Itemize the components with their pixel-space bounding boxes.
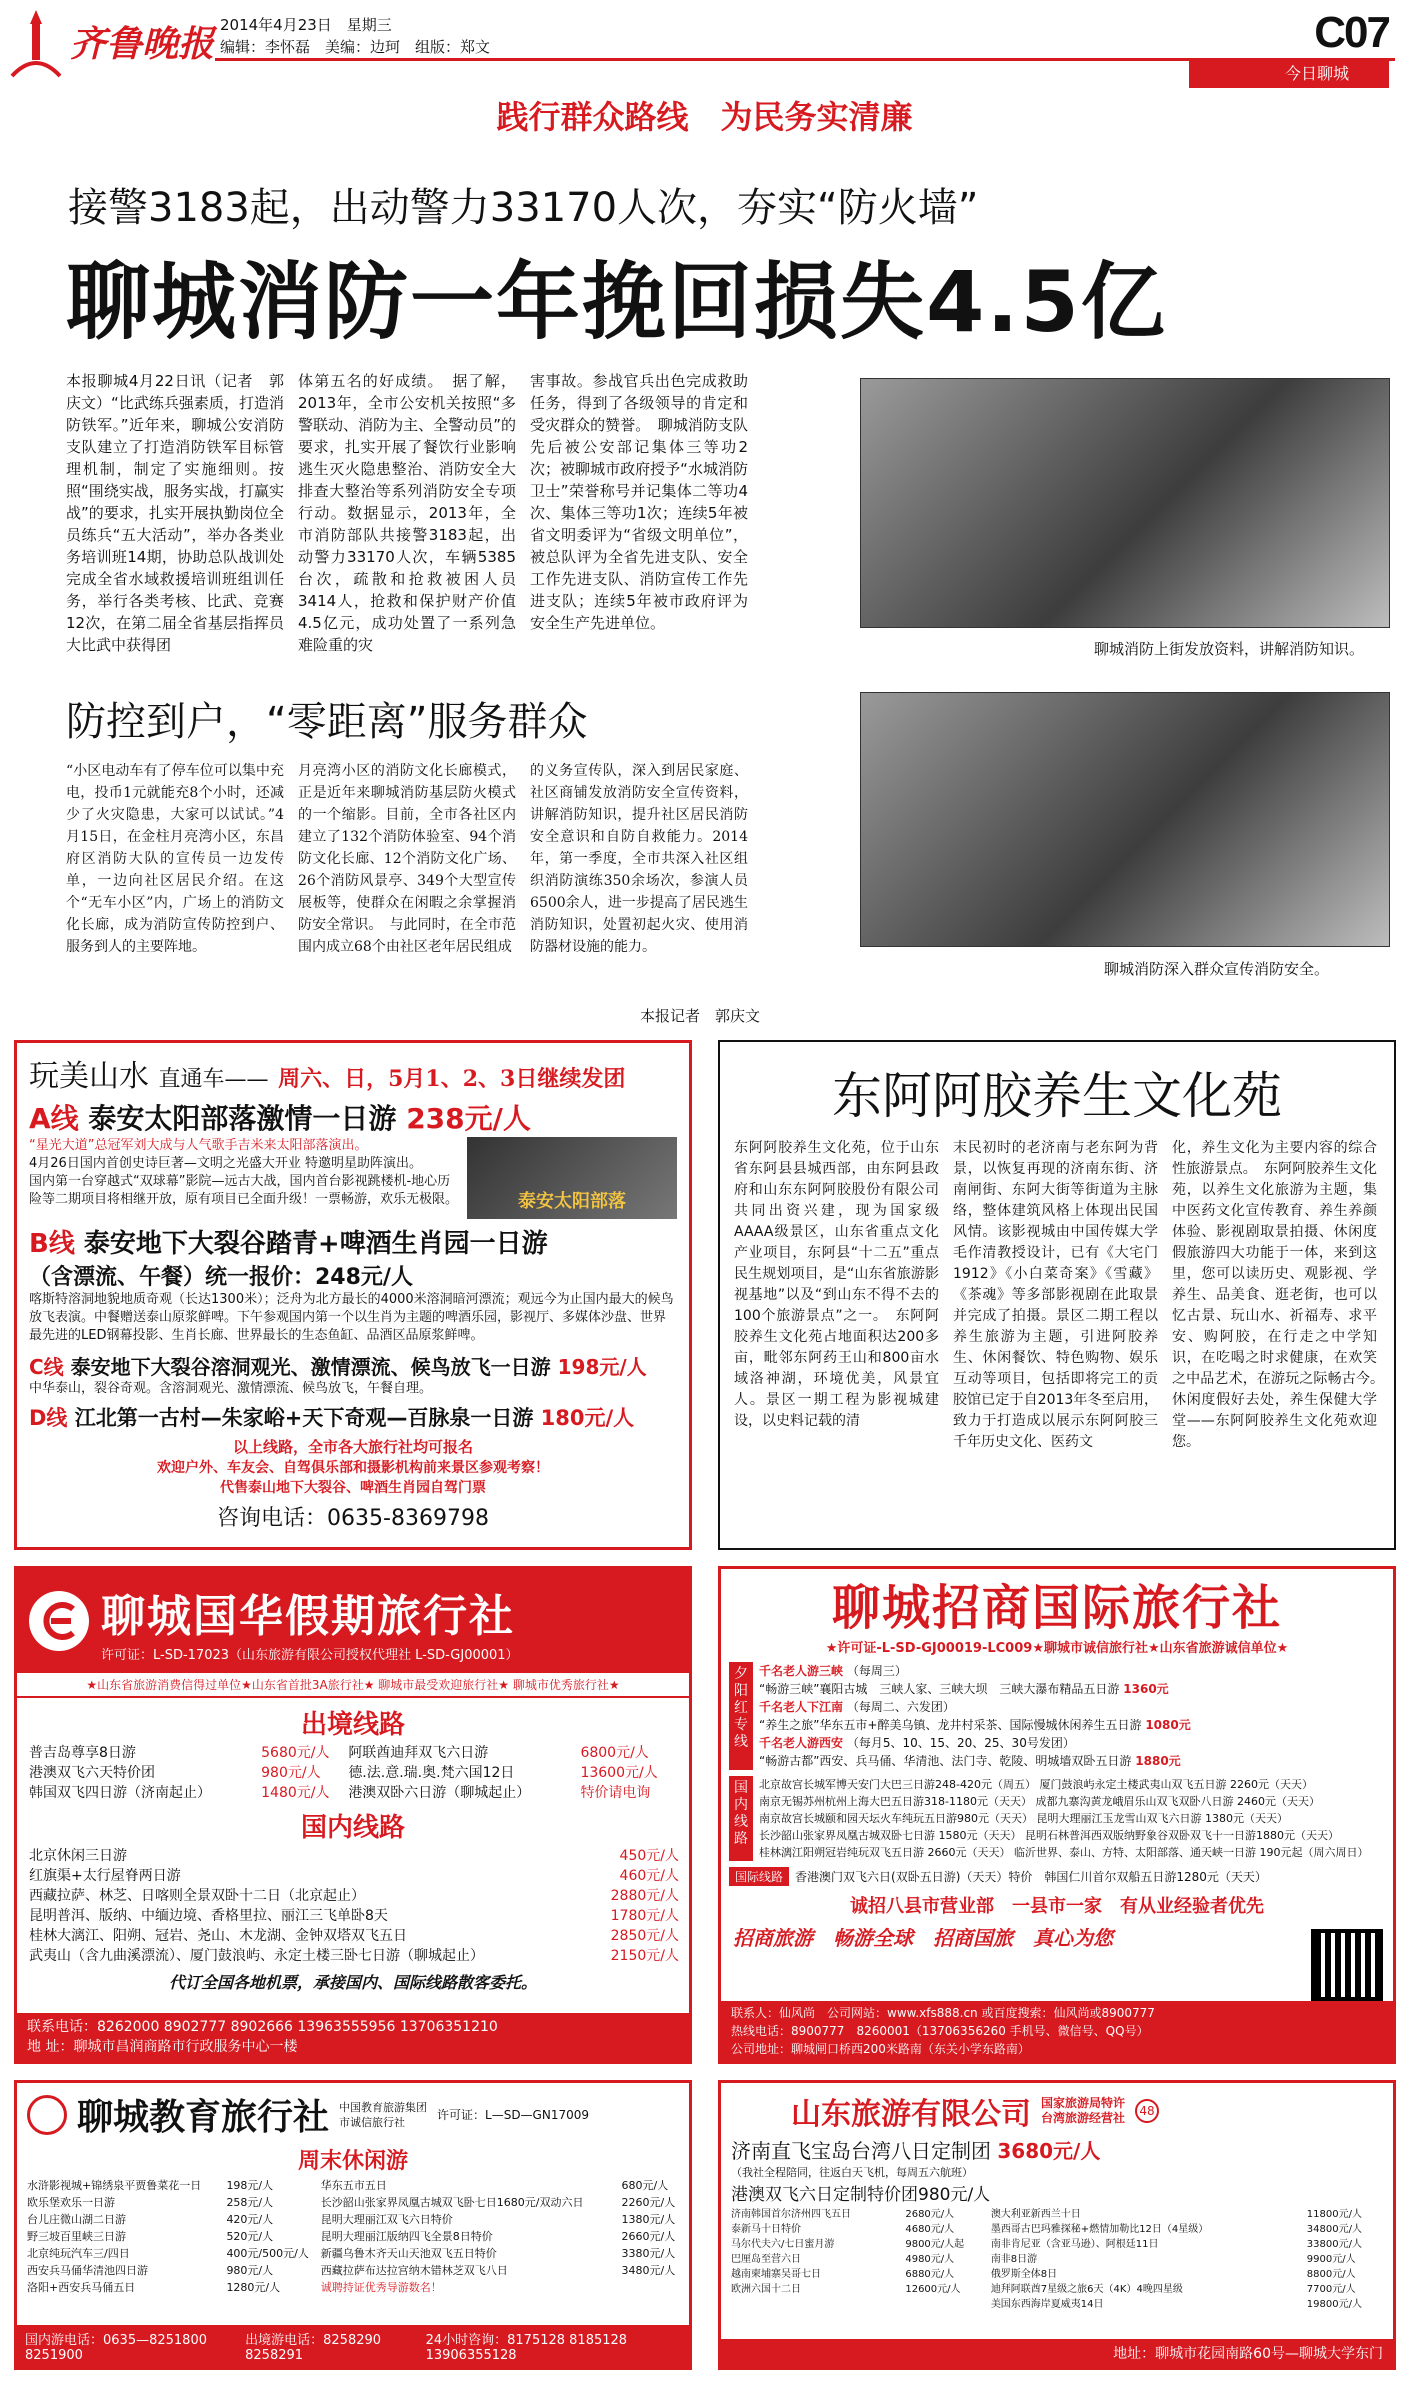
table-row xyxy=(731,2282,1387,2297)
story2-byline: 本报记者 郭庆文 xyxy=(640,1007,761,1025)
list-item xyxy=(759,1698,1385,1716)
jiaoyu-title: 周末休闲游 xyxy=(297,2149,408,2174)
route-price: 1360元 xyxy=(1123,1682,1169,1696)
route-price: 5680元/人 xyxy=(261,1745,330,1761)
lineD-label: D线 xyxy=(29,1406,68,1430)
lineA-label: A线 xyxy=(29,1102,79,1135)
lineA-photo-text: 泰安太阳部落 xyxy=(518,1191,626,1212)
table-row xyxy=(27,2279,683,2296)
jiaoyu-name: 聊城教育旅行社 xyxy=(77,2097,330,2138)
ad-shandong xyxy=(718,2080,1396,2370)
route-price: 258元/人 xyxy=(226,2196,274,2209)
guohua-domestic-table xyxy=(29,1846,679,1966)
shanshui-phone-line xyxy=(29,1501,677,1532)
route-name: 美国东西海岸夏威夷14日 xyxy=(990,2299,1104,2310)
route-name: 韩国双飞四日游（济南起止） xyxy=(29,1785,211,1801)
route-price: （每周二、六发团） xyxy=(846,1700,955,1714)
shandong-table xyxy=(731,2207,1387,2312)
list-item xyxy=(759,1776,1385,1793)
jiaoyu-logo-icon xyxy=(27,2095,67,2135)
route-price: 1380元/人 xyxy=(621,2213,676,2226)
route-name: 澳大利亚新西兰十日 xyxy=(990,2209,1081,2220)
jiaoyu-hotline: 24小时咨询：8175128 8185128 13906355128 xyxy=(425,2333,628,2363)
route-cell: 2460元（天天） xyxy=(1236,1795,1320,1808)
route-name: 南非8日游 xyxy=(990,2254,1038,2265)
list-item xyxy=(759,1716,1385,1734)
story1-column-3: 害事故。参战官兵出色完成救助任务，得到了各级领导的肯定和受灾群众的赞誉。 聊城消防支队先后被公安部记集体三等功2次；被聊城市政府授予“水城消防卫士”荣誉称号并记集体二等功4次、集体三等功1次；连续5年被省文明委评为“省级文明单位”，被总队评为全省先进支队、安全工作先进支队、消防宣传工作先进支队；连续5年被市政府评为安全生产先进单位。 xyxy=(530,372,748,632)
table-row xyxy=(27,2211,683,2228)
story1-photo xyxy=(860,378,1390,628)
table-row xyxy=(731,2222,1387,2237)
route-name: 新疆乌鲁木齐天山天池双飞五日特价 xyxy=(320,2247,497,2260)
editors: 编辑：李怀磊 美编：边珂 组版：郑文 xyxy=(220,38,491,56)
jiaoyu-footer xyxy=(17,2325,689,2367)
guohua-slogan: 代订全国各地机票，承接国内、国际线路散客委托。 xyxy=(168,1973,537,1992)
route-cell: 长沙韶山张家界凤凰古城双卧七日游 xyxy=(759,1829,935,1842)
lineC-desc: 中华泰山，裂谷奇观。含溶洞观光、激情漂流、候鸟放飞，午餐自理。 xyxy=(29,1381,433,1396)
ejiao-title: 东阿阿胶养生文化苑 xyxy=(832,1067,1282,1125)
route-name: 北京休闲三日游 xyxy=(29,1848,127,1864)
table-row xyxy=(29,1926,679,1946)
table-row xyxy=(29,1946,679,1966)
jiaoyu-groups xyxy=(339,2100,427,2130)
shandong-badge-2: 台湾旅游经营社 xyxy=(1041,2111,1126,2125)
route-cell: 桂林漓江阳朔冠岩纯玩双飞五日游 xyxy=(759,1846,924,1859)
table-row xyxy=(29,1886,679,1906)
ad-jiaoyu xyxy=(14,2080,692,2370)
zhaoshang-address: 公司地址：聊城闸口桥西200米路南（东关小学东路南） xyxy=(731,2042,1030,2056)
route-name: 北京纯玩汽车三/四日 xyxy=(27,2247,130,2260)
zhaoshang-sunset-label: 夕阳红专线 xyxy=(729,1662,753,1770)
lineB-desc: 喀斯特溶洞地貌地质奇观（长达1300米）；泛舟为北方最长的4000米溶洞暗河漂流；观远今为止国内最大的候鸟放飞表演。中餐赠送泰山原浆鲜啤。下午参观国内第一个以生肖为主题的啤酒乐园，影视厅、多媒体沙盘、世界最先进的LED钢幕投影、生肖长廊、世界最长的生态鱼缸、品酒区品原浆鲜啤。 xyxy=(29,1292,674,1343)
issue-date: 2014年4月23日 星期三 xyxy=(220,16,392,34)
list-item xyxy=(759,1734,1385,1752)
route-price: 6880元/人 xyxy=(905,2269,955,2280)
route-name: 欧洲六国十二日 xyxy=(731,2284,801,2295)
route-name: 迪拜阿联酋7星级之旅6天（4K）4晚四星级 xyxy=(990,2284,1183,2295)
route-name: 华东五市五日 xyxy=(320,2179,387,2192)
route-name: 马尔代夫六/七日蜜月游 xyxy=(731,2239,835,2250)
newspaper-logo: 齐鲁晚报 xyxy=(70,23,215,65)
jiaoyu-group-1: 中国教育旅游集团 xyxy=(339,2100,428,2114)
table-row xyxy=(731,2237,1387,2252)
route-name: 台儿庄微山湖二日游 xyxy=(27,2213,126,2226)
list-item xyxy=(759,1793,1385,1810)
table-row xyxy=(27,2228,683,2245)
route-price: 520元/人 xyxy=(226,2230,274,2243)
lineB-name: 泰安地下大裂谷踏青+啤酒生肖园一日游 xyxy=(83,1229,548,1259)
guohua-outbound-table xyxy=(29,1743,679,1803)
route-price: 33800元/人 xyxy=(1306,2239,1362,2250)
shanshui-note-1: 以上线路，全市各大旅行社均可报名 xyxy=(232,1438,473,1456)
shandong-name: 山东旅游有限公司 xyxy=(791,2097,1031,2132)
route-price: 9800元/人起 xyxy=(905,2239,965,2250)
route-price: 198元/人 xyxy=(226,2179,274,2192)
table-row xyxy=(29,1866,679,1886)
route-price: 1780元/人 xyxy=(610,1908,679,1924)
route-price: 450元/人 xyxy=(619,1848,679,1864)
guohua-name: 聊城国华假期旅行社 xyxy=(101,1590,515,1642)
route-name: 港澳双卧六日游（聊城起止） xyxy=(348,1785,531,1801)
lineB-label: B线 xyxy=(29,1229,75,1259)
story1-column-2: 体第五名的好成绩。 据了解，2013年，全市公安机关按照“多警联动、消防为主、全警动员”的要求，扎实开展了餐饮行业影响逃生灭火隐患整治、消防安全大排查大整治等系列消防安全专项行动。数据显示，2013年，全市消防部队共接警3183起，出动警力33170人次，车辆5385台次，疏散和抢救被困人员3414人，抢救和保护财产价值4.5亿元，成功处置了一系列急难险重的灾 xyxy=(298,372,516,654)
table-row xyxy=(29,1743,679,1763)
route-name: 墨西哥古巴玛雅探秘+燃情加勒比12日（4星级） xyxy=(990,2224,1209,2235)
ejiao-column-1: 东阿阿胶养生文化苑，位于山东省东阿县县城西部，由东阿县政府和山东东阿阿胶股份有限公司共同出资兴建，现为国家级AAAA级景区，山东省重点文化产业项目，东阿县“十二五”重点民生规划项目，是“山东省旅游影视基地”以及“到山东不得不去的100个旅游景点”之一。 东阿阿胶养生文化苑占地面积达200多亩，毗邻东阿药王山和800亩水域洛神湖，环境优美，风景宜人。景区一期工程为影视城建设，以史料记载的清 xyxy=(734,1140,939,1429)
route-name: 长沙韶山张家界凤凰古城双飞卧七日1680元/双动六日 xyxy=(320,2196,584,2209)
route-price xyxy=(622,2279,684,2296)
route-name: 港澳双飞六天特价团 xyxy=(29,1765,155,1781)
story2-column-1: “小区电动车有了停车位可以集中充电，投币1元就能充8个小时，还减少了火灾隐患，大家可以试试。”4月15日，在金柱月亮湾小区，东昌府区消防大队的宣传员一边发传单，一边向社区居民介绍。在这个“无车小区”内，广场上的消防文化长廊，成为消防宣传防控到户、服务到人的主要阵地。 xyxy=(66,763,284,955)
shanshui-title2: 直通车—— xyxy=(158,1067,269,1092)
route-cell: 临沂世界、泰山、方特、太阳部落、通天峡一日游 190元起（周六周日） xyxy=(1014,1846,1369,1859)
table-row xyxy=(27,2194,683,2211)
zhaoshang-hotline: 热线电话：8900777 8260001（13706356260 手机号、微信号、QQ号） xyxy=(731,2024,1149,2038)
list-item xyxy=(759,1827,1385,1844)
jiaoyu-domestic-phone: 国内游电话：0635—8251800 8251900 xyxy=(25,2333,207,2363)
route-price xyxy=(905,2297,990,2312)
route-price: 1080元 xyxy=(1145,1718,1191,1732)
zhaoshang-intl: 香港澳门双飞六日(双卧五日游)（天天）特价 韩国仁川首尔双船五日游1280元（天天） xyxy=(795,1870,1267,1884)
route-name: 西安兵马俑华清池四日游 xyxy=(27,2264,148,2277)
page-number: C07 xyxy=(1314,8,1389,57)
route-name: 诚聘持证优秀导游数名！ xyxy=(320,2281,442,2294)
route-price: 420元/人 xyxy=(226,2213,274,2226)
shandong-badges xyxy=(1041,2096,1125,2126)
route-name: 泰新马十日特价 xyxy=(731,2224,801,2235)
route-price: 7700元/人 xyxy=(1306,2284,1356,2295)
route-price: 2660元/人 xyxy=(621,2230,676,2243)
jiaoyu-group-2: 市诚信旅行社 xyxy=(339,2115,406,2129)
story1-photo-caption: 聊城消防上街发放资料，讲解消防知识。 xyxy=(1094,640,1365,658)
campaign-slogan: 践行群众路线 为民务实清廉 xyxy=(496,98,913,136)
table-row xyxy=(731,2252,1387,2267)
route-name xyxy=(731,2297,905,2312)
guohua-domestic-title: 国内线路 xyxy=(300,1813,405,1843)
route-price: 4980元/人 xyxy=(905,2254,955,2265)
route-cell: 2660元（天天） xyxy=(927,1846,1011,1859)
route-name: 西藏拉萨布达拉宫纳木错林芝双飞八日 xyxy=(320,2264,508,2277)
guohua-outbound-title: 出境线路 xyxy=(300,1710,405,1740)
route-price: （每周三） xyxy=(846,1664,907,1678)
route-name: 桂林大漓江、阳朔、冠岩、尧山、木龙湖、金钟双塔双飞五日 xyxy=(29,1928,407,1944)
route-name: 千名老人游西安 xyxy=(759,1736,844,1750)
route-price: 13600元/人 xyxy=(580,1765,658,1781)
jiaoyu-license: 许可证：L—SD—GN17009 xyxy=(437,2108,590,2122)
route-cell: 2260元（天天） xyxy=(1229,1778,1313,1791)
route-cell: 昆明石林普洱西双版纳野象谷双卧双飞十一日游1880元（天天） xyxy=(1025,1829,1339,1842)
route-price: 460元/人 xyxy=(619,1868,679,1884)
list-item xyxy=(759,1752,1385,1770)
zhaoshang-recruit: 诚招八县市营业部 一县市一家 有从业经验者优先 xyxy=(850,1896,1264,1917)
lineA-desc-2: 4月26日国内首创史诗巨著—文明之光盛大开业 特邀明星助阵演出。 xyxy=(29,1156,422,1171)
route-name: 昆明大理丽江双飞六日特价 xyxy=(320,2213,453,2226)
route-price: 1880元 xyxy=(1135,1754,1181,1768)
guohua-honors: ★山东省旅游消费信得过单位★山东省首批3A旅行社★ 聊城市最受欢迎旅行社★ 聊城市优秀旅行社★ xyxy=(17,1673,689,1698)
route-cell: 南京无锡苏州杭州上海大巴五日游318-1180元（天天） xyxy=(759,1795,1032,1808)
story1-column-1: 本报聊城4月22日讯（记者 郭庆文）“比武练兵强素质，打造消防铁军。”近年来，聊城公安消防支队建立了打造消防铁军目标管理机制，制定了实施细则。按照“围绕实战，服务实战，打赢实战”的要求，扎实开展执勤岗位全员练兵“五大活动”，举办各类业务培训班14期，协助总队战训处完成全省水域救援培训班组训任务，举行各类考核、比武、竞赛12次，在第二届全省基层指挥员大比武中获得团 xyxy=(66,372,284,654)
table-row xyxy=(27,2177,683,2194)
route-price: 9900元/人 xyxy=(1306,2254,1356,2265)
shanshui-phone: 0635-8369798 xyxy=(327,1506,489,1531)
zhaoshang-domestic-label: 国内线路 xyxy=(729,1776,753,1861)
route-name: 西藏拉萨、林芝、日喀则全景双卧十二日（北京起止） xyxy=(29,1888,365,1904)
table-row xyxy=(731,2267,1387,2282)
zhaoshang-sunset-list xyxy=(759,1662,1385,1770)
lineA-desc-3: 国内第一台穿越式“双球幕”影院—远古大战，国内首台影视跳楼机-地心历险等二期项目将相继开放，原有项目已全面升级！一票畅游，欢乐无极限。 xyxy=(29,1174,459,1207)
route-name: 巴厘岛至营六日 xyxy=(731,2254,801,2265)
route-name: 千名老人游三峡 xyxy=(759,1664,844,1678)
shandong-address: 地址：聊城市花园南路60号—聊城大学东门 xyxy=(721,2339,1393,2367)
route-price: 980元/人 xyxy=(261,1765,321,1781)
table-row xyxy=(29,1906,679,1926)
route-price: 19800元/人 xyxy=(1306,2299,1362,2310)
route-price: 2680元/人 xyxy=(905,2209,955,2220)
list-item xyxy=(759,1680,1385,1698)
table-row xyxy=(29,1763,679,1783)
zhaoshang-domestic-list xyxy=(759,1776,1385,1861)
route-name: 俄罗斯全体8日 xyxy=(990,2269,1058,2280)
story2-column-3: 的义务宣传队，深入到居民家庭、社区商铺发放消防安全宣传资料，讲解消防知识，提升社区居民消防安全意识和自防自救能力。2014年，第一季度，全市共深入社区组织消防演练350余场次，参演人员6500余人，进一步提高了居民逃生消防知识，处置初起火灾、使用消防器材设施的能力。 xyxy=(530,763,748,955)
route-name: “畅游古都”西安、兵马俑、华清池、法门寺、乾陵、明城墙双卧五日游 xyxy=(759,1754,1132,1768)
lineB-price: （含漂流、午餐）统一报价：248元/人 xyxy=(29,1265,413,1290)
lineA-desc-1: “星光大道”总冠军刘大成与人气歌手吉米来太阳部落演出。 xyxy=(29,1138,368,1153)
lineD-name: 江北第一古村—朱家峪+天下奇观—百脉泉一日游 xyxy=(74,1406,534,1430)
lineA-photo xyxy=(467,1137,677,1219)
route-name: 昆明大理丽江版纳四飞全景8日特价 xyxy=(320,2230,493,2243)
route-price: 11800元/人 xyxy=(1306,2209,1362,2220)
route-name: “畅游三峡”襄阳古城 三峡人家、三峡大坝 三峡大瀑布精品五日游 xyxy=(759,1682,1120,1696)
route-name: 洛阳+西安兵马俑五日 xyxy=(27,2281,136,2294)
table-row xyxy=(731,2297,1387,2312)
zhaoshang-intl-label: 国际线路 xyxy=(729,1867,789,1886)
story2-column-2: 月亮湾小区的消防文化长廊模式，正是近年来聊城消防基层防火模式的一个缩影。目前，全市各社区内建立了132个消防体验室、94个消防文化长廊、12个消防文化广场、26个消防风景亭、349个大型宣传展板等，使群众在闲暇之余掌握消防安全常识。 与此同时，在全市范围内成立68个由社区老年居民组成 xyxy=(298,763,516,955)
route-name: 越南柬埔寨吴哥七日 xyxy=(731,2269,821,2280)
list-item xyxy=(759,1662,1385,1680)
shanshui-phone-label: 咨询电话： xyxy=(217,1506,328,1531)
route-price: 3480元/人 xyxy=(621,2264,676,2277)
jiaoyu-table xyxy=(27,2177,683,2296)
route-price: 2150元/人 xyxy=(610,1948,679,1964)
route-price: 980元/人 xyxy=(226,2264,274,2277)
torch-logo xyxy=(10,6,62,78)
route-name: 水浒影视城+锦绣泉平贾鲁菜花一日 xyxy=(27,2179,202,2192)
guohua-address: 地 址：聊城市昌润商路市行政服务中心一楼 xyxy=(27,2039,298,2055)
lineA-name: 泰安太阳部落激情一日游 xyxy=(88,1102,397,1135)
ad-zhaoshang xyxy=(718,1566,1396,2064)
ejiao-column-3: 化，养生文化为主要内容的综合性旅游景点。 东阿阿胶养生文化苑，以养生文化旅游为主题，集中医药文化宣传教育、养生养颜体验、影视剧取景拍摄、休闲度假旅游四大功能于一体，来到这里，您可以读历史、观影视、学养生、品美食、逛老街，也可以忆古景、玩山水、祈福寿、求平安、购阿胶，在行走之中学知识，在吃喝之时求健康，在欢笑之中品艺术，在游玩之际畅古今。 休闲度假好去处，养生保健大学堂——东阿阿胶养生文化苑欢迎您。 xyxy=(1172,1140,1391,1450)
route-price: 400元/500元/人 xyxy=(226,2247,309,2260)
guohua-license: 许可证：L-SD-17023（山东旅游有限公司授权代理社 L-SD-GJ00001） xyxy=(101,1647,519,1663)
ad-ejiao xyxy=(718,1040,1396,1550)
route-cell: 1380元（天天） xyxy=(1205,1812,1288,1825)
zhaoshang-license: ★许可证-L-SD-GJ00019-LC009★聊城市诚信旅行社★山东省旅游诚信单位★ xyxy=(825,1641,1289,1656)
zhaoshang-name: 聊城招商国际旅行社 xyxy=(831,1579,1282,1636)
route-name: 德.法.意.瑞.奥.梵六国12日 xyxy=(348,1765,515,1781)
shandong-note: （我社全程陪同，往返白天飞机，每周五六航班） xyxy=(731,2166,973,2179)
route-price: 680元/人 xyxy=(621,2179,669,2192)
route-cell: 1580元（天天） xyxy=(938,1829,1022,1842)
lineA-price: 238元/人 xyxy=(406,1102,531,1135)
ad-shanshui xyxy=(14,1040,692,1550)
story2-headline: 防控到户，“零距离”服务群众 xyxy=(66,699,588,745)
shandong-number: 48 xyxy=(1135,2099,1159,2123)
route-name: 欧乐堡欢乐一日游 xyxy=(27,2196,115,2209)
table-row xyxy=(27,2245,683,2262)
route-price: 34800元/人 xyxy=(1306,2224,1362,2235)
route-name: 南非肯尼亚（含亚马逊）、阿根廷11日 xyxy=(990,2239,1159,2250)
shanshui-note-2: 欢迎户外、车友会、自驾俱乐部和摄影机构前来景区参观考察！ xyxy=(157,1460,549,1476)
story1-headline: 聊城消防一年挽回损失4.5亿 xyxy=(66,253,1167,351)
route-cell: 昆明大理丽江玉龙雪山双飞六日游 xyxy=(1036,1812,1202,1825)
zhaoshang-footer xyxy=(721,2001,1393,2061)
list-item xyxy=(759,1844,1385,1861)
shandong-hk: 港澳双飞六日定制特价团980元/人 xyxy=(731,2185,991,2205)
section-tag: 今日聊城 xyxy=(1189,60,1389,88)
lineC-price: 198元/人 xyxy=(557,1355,647,1379)
route-price: （每月5、10、15、20、25、30号发团） xyxy=(846,1736,1075,1750)
shandong-headline-price: 3680元/人 xyxy=(997,2139,1101,2163)
story2-photo-caption: 聊城消防深入群众宣传消防安全。 xyxy=(1104,960,1330,978)
route-name: “养生之旅”华东五市+醉美乌镇、龙井村采茶、国际慢城休闲养生五日游 xyxy=(759,1718,1142,1732)
route-name: 昆明普洱、版纳、中缅边境、香格里拉、丽江三飞单卧8天 xyxy=(29,1908,388,1924)
route-price: 1280元/人 xyxy=(226,2281,281,2294)
guohua-footer xyxy=(17,2013,689,2061)
route-price: 2850元/人 xyxy=(610,1928,679,1944)
guohua-logo-icon xyxy=(29,1591,89,1651)
route-name: 济南韩国首尔济州四飞五日 xyxy=(731,2209,851,2220)
lineC-name: 泰安地下大裂谷溶洞观光、激情漂流、候鸟放飞一日游 xyxy=(70,1355,551,1379)
route-cell: 南京故宫长城颐和园天坛火车纯玩五日游980元（天天） xyxy=(759,1812,1033,1825)
shanshui-dates: 周六、日，5月1、2、3日继续发团 xyxy=(278,1066,626,1092)
guohua-banner xyxy=(17,1569,689,1673)
route-cell: 成都九寨沟黄龙峨眉乐山双飞双卧八日游 xyxy=(1035,1795,1234,1808)
route-cell: 厦门鼓浪屿永定土楼武夷山双飞五日游 xyxy=(1039,1778,1227,1791)
route-price: 1480元/人 xyxy=(261,1785,330,1801)
route-cell: 北京故宫长城军博天安门大巴三日游248-420元（周五） xyxy=(759,1778,1036,1791)
route-price: 4680元/人 xyxy=(905,2224,955,2235)
route-price: 6800元/人 xyxy=(580,1745,649,1761)
shanshui-title: 玩美山水 xyxy=(29,1059,149,1094)
route-name: 普吉岛尊享8日游 xyxy=(29,1745,136,1761)
route-name: 千名老人下江南 xyxy=(759,1700,844,1714)
route-price: 2880元/人 xyxy=(610,1888,679,1904)
route-name: 武夷山（含九曲溪漂流）、厦门鼓浪屿、永定土楼三卧七日游（聊城起止） xyxy=(29,1948,484,1964)
ejiao-column-2: 末民初时的老济南与老东阿为背景，以恢复再现的济南东街、济南闸街、东阿大街等街道为主脉络，整体建筑风格上体现出民国风情。该影视城由中国传媒大学毛作清教授设计，已有《大宅门1912》《小白菜奇案》《雪藏》《茶魂》等多部影视剧在此取景并完成了拍摄。景区二期工程以养生旅游为主题，引进阿胶养生、休闲餐饮、特色购物、娱乐互动等项目，包括即将完工的贡胶馆已定于自2013年冬至启用，致力于打造成以展示东阿阿胶三千年历史文化、医药文 xyxy=(953,1140,1158,1450)
ad-guohua xyxy=(14,1566,692,2064)
issue-meta xyxy=(220,14,490,58)
story1-subtitle: 接警3183起，出动警力33170人次，夯实“防火墙” xyxy=(68,185,979,231)
shandong-badge-1: 国家旅游局特许 xyxy=(1041,2096,1126,2110)
story2-photo xyxy=(860,692,1390,947)
shandong-headline: 济南直飞宝岛台湾八日定制团 xyxy=(731,2139,991,2163)
zhaoshang-contact: 联系人：仙风尚 公司网站：www.xfs888.cn 或百度搜索：仙风尚或8900777 xyxy=(731,2006,1155,2020)
route-price: 特价请电询 xyxy=(580,1785,651,1801)
route-price: 2260元/人 xyxy=(621,2196,676,2209)
route-price: 8800元/人 xyxy=(1306,2269,1356,2280)
table-row xyxy=(29,1783,679,1803)
route-name: 野三坡百里峡三日游 xyxy=(27,2230,126,2243)
table-row xyxy=(27,2262,683,2279)
list-item xyxy=(759,1810,1385,1827)
lineD-price: 180元/人 xyxy=(540,1406,635,1430)
route-price: 3380元/人 xyxy=(621,2247,676,2260)
route-name: 阿联酋迪拜双飞六日游 xyxy=(348,1745,489,1761)
route-name: 红旗渠+太行屋脊两日游 xyxy=(29,1868,181,1884)
table-row xyxy=(731,2207,1387,2222)
shanshui-note-3: 代售泰山地下大裂谷、啤酒生肖园自驾门票 xyxy=(220,1480,486,1496)
route-price: 12600元/人 xyxy=(905,2284,961,2295)
guohua-phone: 联系电话：8262000 8902777 8902666 13963555956 13706351210 xyxy=(27,2019,498,2035)
jiaoyu-outbound-phone: 出境游电话：8258290 8258291 xyxy=(245,2333,382,2363)
zhaoshang-slogan: 招商旅游 畅游全球 招商国旅 真心为您 xyxy=(733,1926,1113,1950)
lineC-label: C线 xyxy=(29,1355,64,1379)
zhaoshang-qr-icon xyxy=(1311,1929,1383,2001)
table-row xyxy=(29,1846,679,1866)
